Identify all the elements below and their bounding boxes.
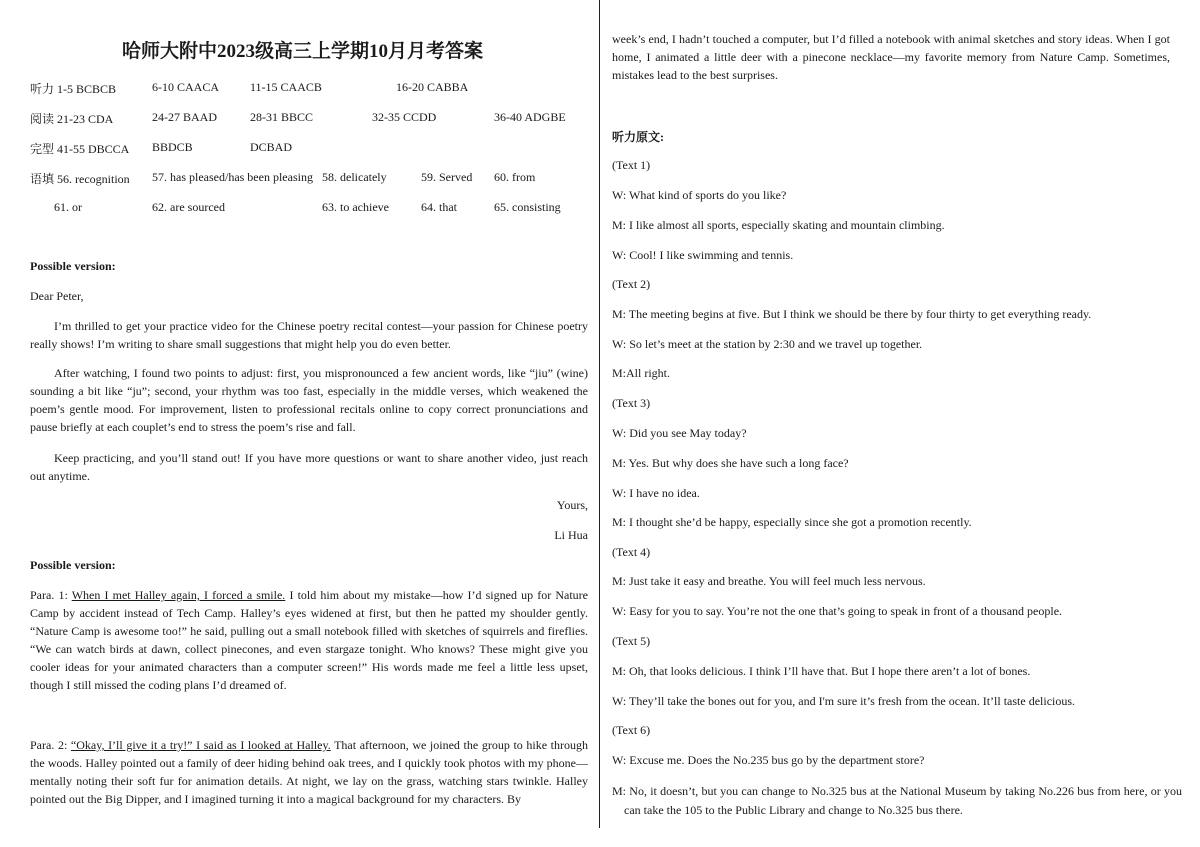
answer-grammar-65: 65. consisting	[494, 200, 561, 214]
transcript-line: M: I like almost all sports, especially skating and mountain climbing.	[612, 218, 945, 232]
para-opening-sentence: “Okay, I’ll give it a try!” I said as I looked at Halley.	[70, 738, 331, 752]
para-label: Para. 2:	[30, 738, 71, 752]
para-body: That afternoon, we joined the group to hike through the woods. Halley pointed out a family of deer hiding behind oak trees, and I quickly took photos with my phone—mentally noting their soft fur for animation details. At night, we lay on the grass, watching stars twinkle. Halley pointed out the Big Dipper, and I imagined turning it into a magical background for my characters. By	[30, 738, 589, 806]
transcript-line: M:All right.	[612, 366, 671, 380]
answer-reading-3: 28-31 BBCC	[250, 110, 314, 124]
transcript-line: (Text 5)	[612, 634, 651, 648]
letter-closing: Yours,	[556, 498, 588, 512]
transcript-line: W: Excuse me. Does the No.235 bus go by the department store?	[612, 753, 925, 767]
column-divider	[599, 0, 600, 828]
answer-cloze-2: BBDCB	[152, 140, 193, 154]
continuation-heading: Possible version:	[30, 558, 116, 572]
transcript-line: M: I thought she’d be happy, especially since she got a promotion recently.	[612, 515, 972, 529]
answer-reading-5: 36-40 ADGBE	[494, 110, 566, 124]
transcript-line: W: So let’s meet at the station by 2:30 and we travel up together.	[612, 337, 923, 351]
transcript-line: W: They’ll take the bones out for you, and I'm sure it’s fresh from the ocean. It’ll taste delicious.	[612, 694, 1076, 708]
para-body: I told him about my mistake—how I’d signed up for Nature Camp by accident instead of Tech Camp. Halley’s eyes widened at first, but then he patted my shoulder gently. “Nature Camp is awesome too!” he said, pulling out a small notebook filled with sketches of squirrels and fireflies. “We can watch birds at dawn, collect pinecones, and even stargaze tonight. Who knows? These might give you cooler ideas for your animated characters than a computer screen!” His words made me feel a little less upset, though I still missed the coding plans I’d dreamed of.	[30, 588, 588, 692]
continuation-paragraph-2-cont: week’s end, I hadn’t touched a computer, but I’d filled a notebook with animal sketches and story ideas. When I got home, I animated a little deer with a pinecone necklace—my favorite memory from Nature Camp. Sometimes, mistakes lead to the best surprises.	[612, 32, 1170, 82]
transcript-line: (Text 1)	[612, 158, 651, 172]
continuation-paragraph-2	[30, 736, 588, 808]
para-label: Para. 1:	[30, 588, 72, 602]
answer-cloze-1: 完型 41-55 DBCCA	[30, 142, 130, 156]
transcript-line: M: No, it doesn’t, but you can change to No.325 bus at the National Museum by taking No.226 bus from here, or you can take the 105 to the Public Library and change to No.325 bus there.	[612, 784, 1182, 817]
transcript-line: M: Oh, that looks delicious. I think I’ll have that. But I hope there aren’t a lot of bones.	[612, 664, 1031, 678]
answer-reading-4: 32-35 CCDD	[372, 110, 437, 124]
transcript-line: W: Cool! I like swimming and tennis.	[612, 248, 794, 262]
answer-reading-2: 24-27 BAAD	[152, 110, 217, 124]
transcript-line: W: Did you see May today?	[612, 426, 747, 440]
answer-listening-4: 16-20 CABBA	[396, 80, 469, 94]
para-opening-sentence: When I met Halley again, I forced a smile.	[71, 588, 286, 602]
answer-grammar-57: 57. has pleased/has been pleasing	[152, 170, 313, 184]
transcript-line: M: Just take it easy and breathe. You will feel much less nervous.	[612, 574, 926, 588]
letter-paragraph: Keep practicing, and you’ll stand out! If you have more questions or want to share another video, just reach out anytime.	[30, 451, 588, 483]
answer-cloze-3: DCBAD	[250, 140, 293, 154]
transcript-line: M: The meeting begins at five. But I think we should be there by four thirty to get everything ready.	[612, 307, 1092, 321]
transcript-line: (Text 4)	[612, 545, 651, 559]
transcript-line: (Text 6)	[612, 723, 651, 737]
answer-grammar-61: 61. or	[54, 200, 82, 214]
answer-grammar-59: 59. Served	[421, 170, 473, 184]
answer-grammar-63: 63. to achieve	[322, 200, 389, 214]
answer-reading-1: 阅读 21-23 CDA	[30, 112, 114, 126]
transcript-line: (Text 2)	[612, 277, 651, 291]
answer-grammar-60: 60. from	[494, 170, 536, 184]
letter-salutation: Dear Peter,	[30, 289, 84, 303]
letter-heading: Possible version:	[30, 259, 116, 273]
page-title: 哈师大附中2023级高三上学期10月月考答案	[122, 41, 484, 62]
transcript-line: W: I have no idea.	[612, 486, 700, 500]
transcript-line: W: Easy for you to say. You’re not the one that’s going to speak in front of a thousand people.	[612, 604, 1063, 618]
transcript-heading: 听力原文:	[612, 130, 664, 144]
letter-paragraph: After watching, I found two points to adjust: first, you mispronounced a few ancient words, like “jiu” (wine) sounding a bit like “ju”; second, your rhythm was too fast, especially in the middle verses, which weakened the poem’s gentle mood. For improvement, listen to professional recitals online to copy correct pronunciations and pause briefly at each couplet’s end to stress the poem’s rise and fall.	[30, 366, 588, 434]
transcript-line: (Text 3)	[612, 396, 651, 410]
transcript-line: W: What kind of sports do you like?	[612, 188, 787, 202]
answer-grammar-64: 64. that	[421, 200, 457, 214]
letter-paragraph: I’m thrilled to get your practice video for the Chinese poetry recital contest—your passion for Chinese poetry really shows! I’m writing to share small suggestions that might help you do even better.	[30, 319, 588, 351]
answer-grammar-58: 58. delicately	[322, 170, 387, 184]
answer-listening-2: 6-10 CAACA	[152, 80, 220, 94]
letter-signature: Li Hua	[554, 528, 588, 542]
answer-grammar-62: 62. are sourced	[152, 200, 225, 214]
answer-listening-3: 11-15 CAACB	[250, 80, 322, 94]
answer-grammar-56: 语填 56. recognition	[30, 172, 130, 186]
answer-listening-1: 听力 1-5 BCBCB	[30, 82, 117, 96]
continuation-paragraph-1	[30, 586, 588, 694]
transcript-line: M: Yes. But why does she have such a long face?	[612, 456, 849, 470]
